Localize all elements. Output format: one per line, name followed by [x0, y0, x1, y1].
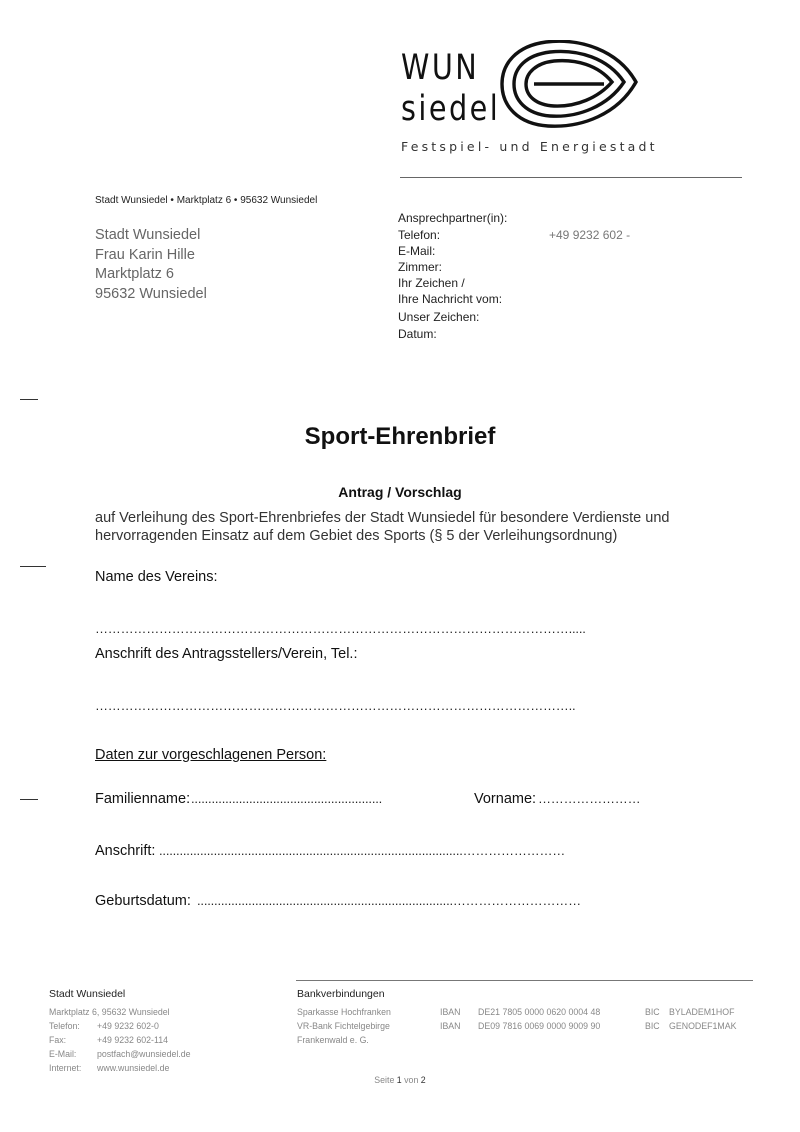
- page-current: 1: [396, 1075, 402, 1085]
- recipient-address: [95, 226, 207, 304]
- fold-mark-top: [20, 399, 38, 400]
- footer-iban-labels: [440, 1005, 461, 1033]
- iban-value: DE09 7816 0069 0000 9009 90: [478, 1021, 601, 1031]
- footer-bank-names: [297, 1005, 391, 1047]
- contact-value[interactable]: postfach@wunsiedel.de: [97, 1049, 191, 1059]
- meta-email-label: E-Mail:: [398, 244, 436, 258]
- contact-label: Fax:: [49, 1035, 67, 1045]
- recipient-line: Stadt Wunsiedel: [95, 227, 201, 243]
- birthdate-label: Geburtsdatum:: [95, 893, 191, 909]
- recipient-line: 95632 Wunsiedel: [95, 285, 207, 302]
- document-intro: auf Verleihung des Sport-Ehrenbriefes der Stadt Wunsiedel für besondere Verdienste und hervorragenden Einsatz auf dem Gebiet des Sports (§ 5 der Verleihungsordnung): [95, 510, 670, 544]
- contact-label: Telefon:: [49, 1021, 80, 1031]
- footer-contact-row: [49, 1047, 191, 1061]
- contact-value[interactable]: www.wunsiedel.de: [97, 1063, 170, 1073]
- surname-field[interactable]: ........................................................: [191, 791, 383, 806]
- club-name-field[interactable]: ………………………………………………………………………………………………….....: [95, 621, 586, 636]
- contact-value: +49 9232 602-114: [97, 1035, 169, 1045]
- document-title: Sport-Ehrenbrief: [304, 423, 496, 450]
- person-data-heading: Daten zur vorgeschlagenen Person:: [95, 747, 327, 763]
- fold-mark-bottom: [20, 799, 38, 800]
- meta-date-label: Datum:: [398, 327, 437, 341]
- surname-label: Familienname:: [95, 791, 191, 807]
- footer-rule: [296, 980, 753, 981]
- recipient-line: Frau Karin Hille: [95, 246, 195, 263]
- address-field[interactable]: .........................................................................................……………………: [159, 843, 566, 858]
- page-prefix: Seite: [374, 1075, 395, 1085]
- bank-name-extra: Frankenwald e. G.: [297, 1035, 369, 1045]
- meta-phone-value: +49 9232 602 -: [549, 228, 631, 242]
- bic-value: GENODEF1MAK: [669, 1021, 737, 1031]
- footer-ibans: [478, 1005, 600, 1033]
- header-rule: [400, 177, 742, 178]
- bank-name: VR-Bank Fichtelgebirge: [297, 1021, 390, 1031]
- footer-contact-row: [49, 1019, 191, 1033]
- iban-value: DE21 7805 0000 0620 0004 48: [478, 1007, 601, 1017]
- footer-bics: [669, 1005, 736, 1033]
- footer-city-heading: Stadt Wunsiedel: [49, 988, 126, 1000]
- fold-mark-punch: [20, 566, 46, 567]
- bic-value: BYLADEM1HOF: [669, 1007, 735, 1017]
- page-total: 2: [420, 1075, 426, 1085]
- birthdate-field[interactable]: ...........................................................................…………………………: [197, 893, 581, 908]
- contact-value: +49 9232 602-0: [97, 1021, 159, 1031]
- applicant-address-label: Anschrift des Antragsstellers/Verein, Tel.:: [95, 646, 358, 662]
- bank-name: Sparkasse Hochfranken: [297, 1007, 391, 1017]
- meta-our-ref-label: Unser Zeichen:: [398, 310, 480, 324]
- recipient-line: Marktplatz 6: [95, 266, 174, 282]
- page-mid: von: [404, 1075, 419, 1085]
- iban-label: IBAN: [440, 1007, 461, 1017]
- bic-label: BIC: [645, 1021, 660, 1031]
- logo-eye-icon: [500, 40, 640, 128]
- contact-label: E-Mail:: [49, 1049, 77, 1059]
- meta-room-label: Zimmer:: [398, 260, 442, 274]
- footer-bic-labels: [645, 1005, 660, 1033]
- logo-word-line1: WUN: [401, 48, 480, 88]
- applicant-address-field[interactable]: …………………………………………………………………………………………………..: [95, 698, 576, 713]
- city-logo: [400, 40, 658, 160]
- meta-contact-label: Ansprechpartner(in):: [398, 211, 508, 225]
- page-indicator: [0, 1075, 800, 1085]
- firstname-label: Vorname:: [474, 791, 537, 807]
- footer-contacts: [49, 1019, 191, 1075]
- document-subtitle: Antrag / Vorschlag: [338, 484, 462, 500]
- address-label: Anschrift:: [95, 843, 156, 859]
- sender-return-address: Stadt Wunsiedel • Marktplatz 6 • 95632 Wunsiedel: [95, 195, 318, 206]
- logo-tagline: Festspiel- und Energiestadt: [401, 139, 658, 154]
- logo-word-line2: siedel: [401, 89, 501, 129]
- bic-label: BIC: [645, 1007, 660, 1017]
- meta-your-message-label: Ihre Nachricht vom:: [398, 292, 503, 306]
- meta-your-ref-label: Ihr Zeichen /: [398, 276, 465, 290]
- footer-bank-heading: Bankverbindungen: [297, 988, 385, 1000]
- footer-contact-row: [49, 1033, 191, 1047]
- footer-address: Marktplatz 6, 95632 Wunsiedel: [49, 1007, 170, 1017]
- meta-phone-label: Telefon:: [398, 228, 441, 242]
- footer-contact-row: [49, 1061, 191, 1075]
- contact-label: Internet:: [49, 1063, 82, 1073]
- iban-label: IBAN: [440, 1021, 461, 1031]
- club-name-label: Name des Vereins:: [95, 569, 218, 585]
- firstname-field[interactable]: ……………………: [538, 791, 641, 806]
